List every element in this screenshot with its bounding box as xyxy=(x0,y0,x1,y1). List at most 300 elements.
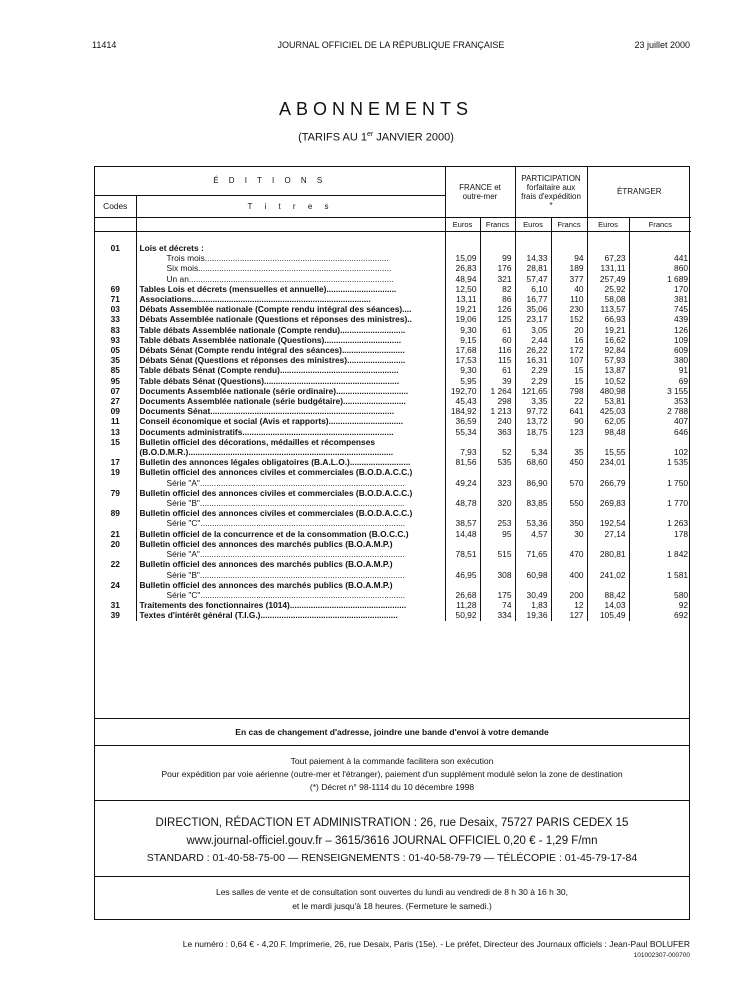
etranger-euros: 16,62 xyxy=(587,335,629,345)
france-francs: 126 xyxy=(480,304,515,314)
etranger-euros xyxy=(587,488,629,498)
participation-francs: 152 xyxy=(551,314,587,324)
france-euros: 192,70 xyxy=(445,386,480,396)
france-euros: 7,93 xyxy=(445,447,480,457)
payment-note-line: Tout paiement à la commande facilitera son exécution xyxy=(290,756,494,766)
etranger-euros: 280,81 xyxy=(587,549,629,559)
table-row xyxy=(95,243,691,253)
row-title: Débats Sénat (Questions et réponses des ministres)......................... xyxy=(136,355,445,365)
etranger-francs: 860 xyxy=(629,263,691,273)
table-row xyxy=(95,457,691,467)
table-row xyxy=(95,610,691,620)
etranger-euros: 480,98 xyxy=(587,386,629,396)
etranger-euros: 234,01 xyxy=(587,457,629,467)
france-euros xyxy=(445,580,480,590)
participation-francs: 200 xyxy=(551,590,587,600)
participation-francs: 15 xyxy=(551,376,587,386)
france-francs: 308 xyxy=(480,570,515,580)
row-title: Bulletin officiel de la concurrence et de la consommation (B.O.C.C.) xyxy=(136,529,445,539)
participation-euros: 2,29 xyxy=(515,365,551,375)
etranger-francs: 353 xyxy=(629,396,691,406)
titres-header: T i t r e s xyxy=(136,195,445,217)
participation-euros: 97,72 xyxy=(515,406,551,416)
table-row xyxy=(95,345,691,355)
participation-euros: 2,44 xyxy=(515,335,551,345)
participation-francs: 20 xyxy=(551,325,587,335)
france-euros: 55,34 xyxy=(445,427,480,437)
row-code: 89 xyxy=(110,508,120,519)
etranger-francs: 109 xyxy=(629,335,691,345)
participation-euros: 2,29 xyxy=(515,376,551,386)
etranger-francs: 102 xyxy=(629,447,691,457)
france-francs: 175 xyxy=(480,590,515,600)
row-title: Table débats Assemblée nationale (Compte rendu)............................ xyxy=(136,325,445,335)
france-euros: 36,59 xyxy=(445,416,480,426)
table-row xyxy=(95,365,691,375)
france-francs: 115 xyxy=(480,355,515,365)
france-francs: 253 xyxy=(480,518,515,528)
france-euros: 9,30 xyxy=(445,365,480,375)
participation-euros: 86,90 xyxy=(515,478,551,488)
row-title: Conseil économique et social (Avis et rapports)................................ xyxy=(136,416,445,426)
row-title: Six mois................................................................................... xyxy=(136,263,445,273)
page-title: ABONNEMENTS xyxy=(278,99,474,119)
participation-francs: 107 xyxy=(551,355,587,365)
phone-line: STANDARD : 01-40-58-75-00 — RENSEIGNEMENTS : 01-40-58-79-79 — TÉLÉCOPIE : 01-45-79-17-84 xyxy=(146,852,638,864)
participation-euros: 23,17 xyxy=(515,314,551,324)
row-title: Série "A"........................................................................................ xyxy=(136,549,445,559)
etranger-euros: 25,92 xyxy=(587,284,629,294)
etranger-francs xyxy=(629,539,691,549)
table-row xyxy=(95,314,691,324)
france-francs: 116 xyxy=(480,345,515,355)
etranger-francs: 745 xyxy=(629,304,691,314)
participation-francs: 12 xyxy=(551,600,587,610)
decree-note: (*) Décret n° 98-1114 du 10 décembre 1998 xyxy=(309,782,475,792)
participation-francs xyxy=(551,488,587,498)
participation-francs: 450 xyxy=(551,457,587,467)
france-francs: 535 xyxy=(480,457,515,467)
row-code: 13 xyxy=(110,426,120,437)
etranger-francs: 1 263 xyxy=(629,518,691,528)
participation-francs xyxy=(551,539,587,549)
row-code: 39 xyxy=(110,610,120,621)
france-francs xyxy=(480,437,515,447)
france-euros: 78,51 xyxy=(445,549,480,559)
table-row xyxy=(95,518,691,528)
issue-date: 23 juillet 2000 xyxy=(634,40,690,50)
france-euros: 50,92 xyxy=(445,610,480,620)
table-row xyxy=(95,529,691,539)
france-francs: 61 xyxy=(480,365,515,375)
etranger-euros: 113,57 xyxy=(587,304,629,314)
row-title: Textes d'intérêt général (T.I.G.)........................................................... xyxy=(136,610,445,620)
row-code: 20 xyxy=(110,538,120,549)
row-code xyxy=(95,478,136,488)
change-address-note: En cas de changement d'adresse, joindre une bande d'envoi à votre demande xyxy=(94,718,690,746)
france-euros: 26,83 xyxy=(445,263,480,273)
france-francs: 320 xyxy=(480,498,515,508)
row-title: Documents administratifs................................................................. xyxy=(136,427,445,437)
unit-francs: Francs xyxy=(629,217,691,231)
row-title: Série "C"........................................................................................ xyxy=(136,518,445,528)
participation-francs xyxy=(551,580,587,590)
etranger-francs xyxy=(629,559,691,569)
france-euros: 48,94 xyxy=(445,274,480,284)
etranger-francs: 126 xyxy=(629,325,691,335)
etranger-euros: 53,81 xyxy=(587,396,629,406)
etranger-euros xyxy=(587,243,629,253)
table-row xyxy=(95,416,691,426)
france-francs: 176 xyxy=(480,263,515,273)
row-code: 15 xyxy=(110,436,120,447)
participation-euros xyxy=(515,243,551,253)
hours-line: et le mardi jusqu'à 18 heures. (Fermeture le samedi.) xyxy=(292,901,492,911)
table-row xyxy=(95,325,691,335)
direction-block xyxy=(94,800,690,877)
table-row xyxy=(95,467,691,477)
participation-francs: 470 xyxy=(551,549,587,559)
table-row xyxy=(95,284,691,294)
etranger-francs: 3 155 xyxy=(629,386,691,396)
page-subtitle: (TARIFS AU 1er JANVIER 2000) xyxy=(298,131,454,144)
participation-euros xyxy=(515,559,551,569)
etranger-francs: 1 581 xyxy=(629,570,691,580)
row-code: 95 xyxy=(110,375,120,386)
page-number: 11414 xyxy=(92,40,117,50)
etranger-euros: 266,79 xyxy=(587,478,629,488)
participation-francs: 16 xyxy=(551,335,587,345)
participation-euros: 1,83 xyxy=(515,600,551,610)
france-euros xyxy=(445,467,480,477)
table-row xyxy=(95,253,691,263)
france-euros: 46,95 xyxy=(445,570,480,580)
row-code: 17 xyxy=(110,457,120,468)
participation-francs: 189 xyxy=(551,263,587,273)
participation-francs: 641 xyxy=(551,406,587,416)
participation-euros: 121,65 xyxy=(515,386,551,396)
etranger-euros xyxy=(587,467,629,477)
row-title: Bulletin officiel des annonces civiles et commerciales (B.O.D.A.C.C.) xyxy=(136,488,445,498)
etranger-francs xyxy=(629,508,691,518)
table-row xyxy=(95,580,691,590)
etranger-euros: 425,03 xyxy=(587,406,629,416)
participation-euros xyxy=(515,508,551,518)
table-row xyxy=(95,376,691,386)
row-title: Tables Lois et décrets (mensuelles et annuelle).............................. xyxy=(136,284,445,294)
etranger-francs: 646 xyxy=(629,427,691,437)
participation-euros: 14,33 xyxy=(515,253,551,263)
etranger-francs: 580 xyxy=(629,590,691,600)
row-code: 22 xyxy=(110,559,120,570)
table-row xyxy=(95,498,691,508)
row-title: Table débats Sénat (Questions).......................................................... xyxy=(136,376,445,386)
row-title: Série "C"........................................................................................ xyxy=(136,590,445,600)
empty-header xyxy=(136,217,445,231)
france-euros: 45,43 xyxy=(445,396,480,406)
etranger-francs: 1 750 xyxy=(629,478,691,488)
participation-francs: 798 xyxy=(551,386,587,396)
participation-euros xyxy=(515,539,551,549)
france-euros: 9,30 xyxy=(445,325,480,335)
etranger-euros: 14,03 xyxy=(587,600,629,610)
etranger-francs: 1 535 xyxy=(629,457,691,467)
row-code: 83 xyxy=(110,324,120,335)
row-title: Bulletin officiel des décorations, médailles et récompenses xyxy=(136,437,445,447)
participation-francs: 90 xyxy=(551,416,587,426)
france-euros: 26,68 xyxy=(445,590,480,600)
opening-hours xyxy=(94,876,690,920)
participation-francs: 35 xyxy=(551,447,587,457)
france-header: FRANCE et outre-mer xyxy=(445,167,515,217)
france-francs: 61 xyxy=(480,325,515,335)
participation-francs: 230 xyxy=(551,304,587,314)
france-francs: 39 xyxy=(480,376,515,386)
participation-francs: 22 xyxy=(551,396,587,406)
etranger-euros: 105,49 xyxy=(587,610,629,620)
row-code: 27 xyxy=(110,396,120,407)
participation-euros: 60,98 xyxy=(515,570,551,580)
etranger-francs: 92 xyxy=(629,600,691,610)
rates-table xyxy=(95,167,691,621)
etranger-euros: 10,52 xyxy=(587,376,629,386)
etranger-euros: 27,14 xyxy=(587,529,629,539)
participation-francs xyxy=(551,559,587,569)
france-euros: 13,11 xyxy=(445,294,480,304)
row-title: Bulletin officiel des annonces des marchés publics (B.O.A.M.P.) xyxy=(136,580,445,590)
table-row xyxy=(95,396,691,406)
france-francs: 240 xyxy=(480,416,515,426)
table-row xyxy=(95,263,691,273)
etranger-euros: 257,49 xyxy=(587,274,629,284)
participation-francs: 550 xyxy=(551,498,587,508)
direction-address: DIRECTION, RÉDACTION ET ADMINISTRATION : 26, rue Desaix, 75727 PARIS CEDEX 15 xyxy=(155,817,629,829)
row-code xyxy=(95,590,136,600)
participation-francs: 110 xyxy=(551,294,587,304)
unit-euros: Euros xyxy=(515,217,551,231)
etranger-euros: 192,54 xyxy=(587,518,629,528)
participation-euros: 35,06 xyxy=(515,304,551,314)
etranger-francs: 69 xyxy=(629,376,691,386)
row-code: 31 xyxy=(110,600,120,611)
row-code: 21 xyxy=(110,528,120,539)
row-title: Série "B"........................................................................................ xyxy=(136,498,445,508)
row-code xyxy=(95,498,136,508)
france-francs: 1 264 xyxy=(480,386,515,396)
participation-francs: 30 xyxy=(551,529,587,539)
participation-euros: 6,10 xyxy=(515,284,551,294)
participation-francs xyxy=(551,508,587,518)
participation-francs: 123 xyxy=(551,427,587,437)
row-title: Associations............................................................................. xyxy=(136,294,445,304)
etranger-euros: 19,21 xyxy=(587,325,629,335)
table-row xyxy=(95,304,691,314)
row-code: 24 xyxy=(110,579,120,590)
participation-francs: 94 xyxy=(551,253,587,263)
etranger-euros: 57,93 xyxy=(587,355,629,365)
etranger-francs xyxy=(629,580,691,590)
france-francs: 52 xyxy=(480,447,515,457)
imprint-code: 101002307-000700 xyxy=(633,952,690,959)
participation-francs: 377 xyxy=(551,274,587,284)
france-francs: 321 xyxy=(480,274,515,284)
france-francs: 298 xyxy=(480,396,515,406)
website-line: www.journal-officiel.gouv.fr – 3615/3616 JOURNAL OFFICIEL 0,20 € - 1,29 F/mn xyxy=(186,834,598,847)
france-euros: 5,95 xyxy=(445,376,480,386)
participation-francs: 172 xyxy=(551,345,587,355)
row-title: Table débats Assemblée nationale (Questions)................................. xyxy=(136,335,445,345)
participation-euros: 5,34 xyxy=(515,447,551,457)
france-euros xyxy=(445,508,480,518)
participation-francs xyxy=(551,467,587,477)
rates-table-body xyxy=(95,231,691,621)
participation-francs: 40 xyxy=(551,284,587,294)
france-euros: 17,53 xyxy=(445,355,480,365)
etranger-euros xyxy=(587,508,629,518)
spacer-row xyxy=(95,231,691,243)
table-row xyxy=(95,294,691,304)
etranger-francs: 609 xyxy=(629,345,691,355)
table-row xyxy=(95,274,691,284)
participation-francs: 570 xyxy=(551,478,587,488)
row-title: Bulletin des annonces légales obligatoires (B.A.L.O.).......................... xyxy=(136,457,445,467)
participation-euros: 16,31 xyxy=(515,355,551,365)
participation-francs: 15 xyxy=(551,365,587,375)
france-francs: 95 xyxy=(480,529,515,539)
etranger-euros xyxy=(587,437,629,447)
table-row xyxy=(95,570,691,580)
row-code: 01 xyxy=(110,243,120,253)
codes-header: Codes xyxy=(95,195,136,217)
row-title: Un an........................................................................................ xyxy=(136,274,445,284)
participation-francs: 127 xyxy=(551,610,587,620)
rates-table-box xyxy=(94,166,690,719)
france-euros: 12,50 xyxy=(445,284,480,294)
row-title: Lois et décrets : xyxy=(136,243,445,253)
table-row xyxy=(95,559,691,569)
row-title: Débats Sénat (Compte rendu intégral des séances)........................... xyxy=(136,345,445,355)
unit-euros: Euros xyxy=(587,217,629,231)
etranger-header: ÉTRANGER xyxy=(587,167,691,217)
table-row xyxy=(95,335,691,345)
table-row xyxy=(95,539,691,549)
etranger-euros xyxy=(587,580,629,590)
france-francs: 60 xyxy=(480,335,515,345)
etranger-euros: 67,23 xyxy=(587,253,629,263)
etranger-francs: 170 xyxy=(629,284,691,294)
row-title: Documents Sénat............................................................................... xyxy=(136,406,445,416)
row-code xyxy=(95,549,136,559)
france-francs xyxy=(480,243,515,253)
participation-header: PARTICIPATION forfaitaire aux frais d'expédition * xyxy=(515,167,587,217)
table-row xyxy=(95,406,691,416)
participation-euros: 16,77 xyxy=(515,294,551,304)
row-title: Série "A"........................................................................................ xyxy=(136,478,445,488)
row-code: 79 xyxy=(110,487,120,498)
row-code: 85 xyxy=(110,365,120,376)
participation-euros: 57,47 xyxy=(515,274,551,284)
france-francs: 363 xyxy=(480,427,515,437)
france-francs: 82 xyxy=(480,284,515,294)
row-title: Bulletin officiel des annonces civiles et commerciales (B.O.D.A.C.C.) xyxy=(136,467,445,477)
payment-notes xyxy=(94,745,690,801)
participation-euros: 3,05 xyxy=(515,325,551,335)
etranger-francs: 1 770 xyxy=(629,498,691,508)
france-francs: 125 xyxy=(480,314,515,324)
participation-euros: 19,36 xyxy=(515,610,551,620)
table-row xyxy=(95,488,691,498)
empty-header xyxy=(95,217,136,231)
france-francs xyxy=(480,539,515,549)
row-code: 09 xyxy=(110,406,120,417)
row-title: Débats Assemblée nationale (Compte rendu intégral des séances).... xyxy=(136,304,445,314)
table-row xyxy=(95,600,691,610)
table-row xyxy=(95,447,691,457)
participation-euros: 30,49 xyxy=(515,590,551,600)
etranger-euros: 92,84 xyxy=(587,345,629,355)
table-row xyxy=(95,427,691,437)
row-code: 05 xyxy=(110,345,120,356)
participation-euros: 4,57 xyxy=(515,529,551,539)
row-code: 69 xyxy=(110,283,120,294)
etranger-euros xyxy=(587,539,629,549)
table-row xyxy=(95,478,691,488)
table-row xyxy=(95,355,691,365)
etranger-francs: 380 xyxy=(629,355,691,365)
participation-euros xyxy=(515,437,551,447)
imprint-line: Le numéro : 0,64 € - 4,20 F. Imprimerie, 26, rue Desaix, Paris (15e). - Le préfet, Directeur des Journaux officiels : Jean-Paul BOLUFER xyxy=(182,939,690,949)
france-euros xyxy=(445,559,480,569)
etranger-francs xyxy=(629,437,691,447)
france-euros xyxy=(445,488,480,498)
row-code xyxy=(95,263,136,273)
etranger-euros: 15,55 xyxy=(587,447,629,457)
table-row xyxy=(95,508,691,518)
editions-header: É D I T I O N S xyxy=(95,167,445,195)
row-title: Table débats Sénat (Compte rendu)................................................... xyxy=(136,365,445,375)
participation-euros: 13,72 xyxy=(515,416,551,426)
france-euros: 17,68 xyxy=(445,345,480,355)
france-francs: 74 xyxy=(480,600,515,610)
table-row xyxy=(95,590,691,600)
row-code: 03 xyxy=(110,304,120,315)
france-euros: 81,56 xyxy=(445,457,480,467)
etranger-francs: 439 xyxy=(629,314,691,324)
france-euros: 49,24 xyxy=(445,478,480,488)
row-title: (B.O.D.M.R.)........................................................................................ xyxy=(136,447,445,457)
france-euros: 11,28 xyxy=(445,600,480,610)
participation-euros xyxy=(515,488,551,498)
row-code: 33 xyxy=(110,314,120,325)
etranger-euros: 88,42 xyxy=(587,590,629,600)
row-title: Bulletin officiel des annonces des marchés publics (B.O.A.M.P.) xyxy=(136,539,445,549)
etranger-francs: 407 xyxy=(629,416,691,426)
row-code: 71 xyxy=(110,294,120,305)
row-code xyxy=(95,274,136,284)
participation-euros: 28,81 xyxy=(515,263,551,273)
france-euros: 14,48 xyxy=(445,529,480,539)
participation-euros: 18,75 xyxy=(515,427,551,437)
france-euros: 38,57 xyxy=(445,518,480,528)
etranger-francs: 91 xyxy=(629,365,691,375)
etranger-francs: 1 842 xyxy=(629,549,691,559)
etranger-francs: 178 xyxy=(629,529,691,539)
france-euros: 48,78 xyxy=(445,498,480,508)
row-code xyxy=(95,518,136,528)
etranger-euros: 58,08 xyxy=(587,294,629,304)
running-header xyxy=(92,40,690,52)
participation-euros: 3,35 xyxy=(515,396,551,406)
